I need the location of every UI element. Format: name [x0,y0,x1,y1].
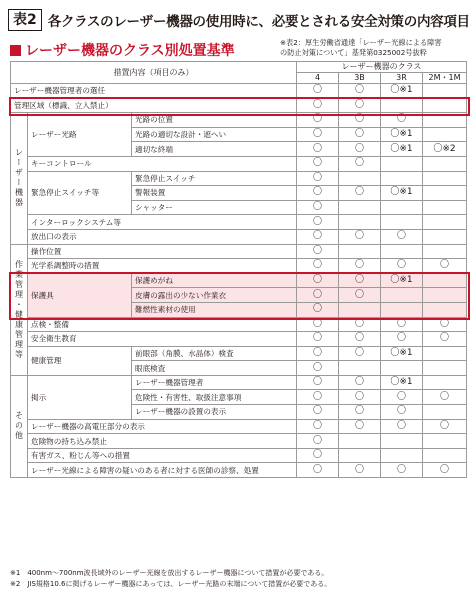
class-cell: 〇 [339,419,381,434]
class-cell: 〇 [297,113,339,128]
class-cell: 〇 [297,98,339,113]
class-cell: 〇 [297,419,339,434]
table-header-row [11,62,467,73]
class-cell [423,84,467,99]
row-label: 緊急停止スイッチ [132,171,297,186]
class-cell [423,434,467,449]
class-cell [423,186,467,201]
class-cell: 〇 [339,390,381,405]
class-cell: 〇 [297,346,339,361]
row-label: 前眼部（角膜、水晶体）検査 [132,346,297,361]
row-label: 放出口の表示 [28,229,297,244]
class-cell [423,127,467,142]
subgroup-label: 掲示 [28,375,132,419]
class-cell: 〇 [297,156,339,171]
class-cell: 〇 [297,200,339,215]
class-cell: 〇 [297,273,339,288]
class-cell: 〇※1 [381,127,423,142]
class-cell [423,361,467,376]
row-label: 安全衛生教育 [28,332,297,347]
class-cell [381,171,423,186]
class-cell: 〇 [297,434,339,449]
class-cell [339,244,381,259]
class-cell [381,288,423,303]
class-cell [423,171,467,186]
class-cell: 〇 [297,244,339,259]
subgroup-label: 緊急停止スイッチ等 [28,171,132,215]
class-cell [381,448,423,463]
table-row [11,229,467,244]
table-row [11,98,467,113]
class-cell [423,215,467,230]
class-cell [339,361,381,376]
subgroup-label: 健康管理 [28,346,132,375]
class-cell: 〇 [339,259,381,274]
class-cell [381,215,423,230]
class-cell: 〇 [381,317,423,332]
class-cell [423,375,467,390]
class-cell [381,98,423,113]
row-label: 危険性・有害性、取扱注意事項 [132,390,297,405]
class-cell [423,156,467,171]
row-label: レーザー光線による障害の疑いのある者に対する医師の診察、処置 [28,463,297,478]
class-cell: 〇 [297,361,339,376]
class-cell: 〇 [339,84,381,99]
row-label: 点検・整備 [28,317,297,332]
class-cell: 〇 [297,390,339,405]
class-cell: 〇 [339,317,381,332]
footnote: ※1 400nm〜700nm波長域外のレーザー光線を放出するレーザー機器について措置が必要である。 [10,569,329,577]
class-cell: 〇 [339,405,381,420]
class-cell: 〇 [423,390,467,405]
class-cell: 〇 [381,332,423,347]
class-cell: 〇 [381,463,423,478]
row-label: 警報装置 [132,186,297,201]
class-cell: 〇 [297,84,339,99]
class-cell: 〇 [339,463,381,478]
row-label: 光路の適切な設計・遮へい [132,127,297,142]
footnotes [10,568,331,590]
class-cell: 〇 [381,419,423,434]
class-cell: 〇 [381,390,423,405]
class-cell [423,229,467,244]
row-label: 危険物の持ち込み禁止 [28,434,297,449]
class-cell: 〇※2 [423,142,467,157]
class-cell: 〇 [297,463,339,478]
class-cell: 〇 [297,171,339,186]
row-label: 皮膚の露出の少ない作業衣 [132,288,297,303]
row-label: 眼底検査 [132,361,297,376]
row-label: 適切な終端 [132,142,297,157]
header [8,8,470,32]
class-cell: 〇 [339,273,381,288]
class-cell [381,156,423,171]
table-row [11,244,467,259]
row-label: 有害ガス、粉じん等への措置 [28,448,297,463]
row-label: レーザー機器管理者 [132,375,297,390]
table-row [11,259,467,274]
table-row [11,171,467,186]
class-cell: 〇 [339,113,381,128]
class-cell: 〇 [339,229,381,244]
class-cell: 〇 [339,186,381,201]
class-cell: 〇 [297,317,339,332]
row-label: 光路の位置 [132,113,297,128]
class-cell [339,215,381,230]
table-row [11,332,467,347]
class-cell: 〇 [297,229,339,244]
table-number-tag: 表2 [8,9,42,31]
class-header: 2M・1M [423,73,467,84]
class-cell: 〇 [297,288,339,303]
class-cell: 〇 [423,317,467,332]
row-label: 保護めがね [132,273,297,288]
class-cell [423,288,467,303]
class-cell: 〇※1 [381,142,423,157]
row-label: レーザー機器管理者の選任 [11,84,297,99]
class-cell [423,273,467,288]
class-cell: 〇 [339,332,381,347]
class-cell [339,171,381,186]
subgroup-label: 保護具 [28,273,132,317]
table-row [11,156,467,171]
subgroup-label: レーザー光路 [28,113,132,157]
row-label: 光学系調整時の措置 [28,259,297,274]
row-label: レーザー機器の設置の表示 [132,405,297,420]
table-row [11,434,467,449]
row-label: シャッター [132,200,297,215]
class-cell [339,302,381,317]
class-cell: 〇 [381,113,423,128]
table-row [11,215,467,230]
row-label: 管理区域（標識、立入禁止） [11,98,297,113]
class-cell: 〇 [297,448,339,463]
class-cell: 〇 [339,156,381,171]
class-cell [423,200,467,215]
section-subtitle [10,40,235,60]
class-cell: 〇 [297,186,339,201]
square-bullet-icon [10,45,21,56]
group-label: 作業管理・健康管理等 [11,244,28,375]
table-row [11,113,467,128]
class-cell [423,448,467,463]
class-cell [339,200,381,215]
table-row [11,273,467,288]
class-cell: 〇 [297,259,339,274]
class-header: 3B [339,73,381,84]
class-cell [381,244,423,259]
class-cell [381,200,423,215]
class-cell [423,113,467,128]
class-cell [423,98,467,113]
group-label: その他 [11,375,28,477]
row-label: レーザー機器の高電圧部分の表示 [28,419,297,434]
class-cell: 〇※1 [381,186,423,201]
class-header: 4 [297,73,339,84]
class-cell: 〇 [339,375,381,390]
measures-table [10,61,467,478]
class-cell: 〇 [381,259,423,274]
class-cell [381,361,423,376]
row-label: キーコントロール [28,156,297,171]
table-row [11,419,467,434]
header-class-cell: レーザー機器のクラス [297,62,467,73]
class-cell: 〇 [297,302,339,317]
table-row [11,375,467,390]
source-note [280,38,442,58]
class-cell: 〇※1 [381,375,423,390]
class-cell: 〇 [339,98,381,113]
subtitle-text: レーザー機器のクラス別処置基準 [25,43,235,59]
row-label: 難燃性素材の使用 [132,302,297,317]
source-note-line: ※表2：厚生労働省通達「レーザー光線による障害 [280,38,442,47]
class-cell: 〇※1 [381,273,423,288]
class-cell [339,448,381,463]
class-cell [423,244,467,259]
class-cell: 〇 [423,419,467,434]
class-cell: 〇※1 [381,84,423,99]
class-cell: 〇 [297,142,339,157]
class-cell [381,434,423,449]
header-item-cell: 措置内容（項目のみ） [11,62,297,84]
class-cell: 〇※1 [381,346,423,361]
class-cell: 〇 [297,332,339,347]
class-cell: 〇 [423,463,467,478]
class-cell [339,434,381,449]
class-cell: 〇 [381,405,423,420]
table-row [11,84,467,99]
class-cell: 〇 [297,375,339,390]
class-cell [423,302,467,317]
class-cell [381,302,423,317]
table-row [11,463,467,478]
table-row [11,448,467,463]
class-cell: 〇 [423,332,467,347]
class-cell [423,346,467,361]
table-row [11,317,467,332]
class-cell: 〇 [297,215,339,230]
class-cell: 〇 [339,142,381,157]
class-cell: 〇 [339,346,381,361]
source-note-line: の防止対策について」基発第0325002号抜粋 [280,48,427,57]
table-row [11,346,467,361]
class-cell: 〇 [297,405,339,420]
row-label: 操作位置 [28,244,297,259]
class-cell: 〇 [381,229,423,244]
class-cell: 〇 [297,127,339,142]
group-label: レーザー機器 [11,113,28,244]
class-cell: 〇 [423,259,467,274]
row-label: インターロックシステム等 [28,215,297,230]
class-cell: 〇 [339,288,381,303]
class-cell: 〇 [339,127,381,142]
page-title: 各クラスのレーザー機器の使用時に、必要とされる安全対策の内容項目 [47,14,470,30]
class-cell [423,405,467,420]
class-header: 3R [381,73,423,84]
footnote: ※2 JIS規格10.6に掲げるレーザー機器にあっては、レーザー光路の末端について措置が必要である。 [10,580,332,588]
